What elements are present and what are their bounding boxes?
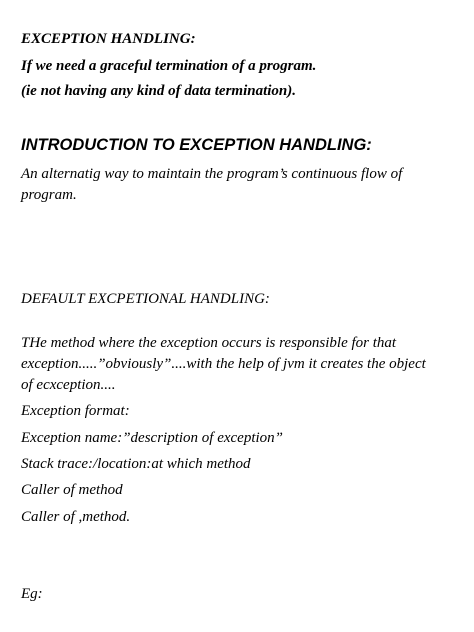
default-handling-para-line-2: exception.....”obviously”....with the help of jvm it creates the object xyxy=(21,356,426,372)
section-title-exception-handling: EXCEPTION HANDLING: xyxy=(21,31,196,47)
intro-text-line-1: An alternatig way to maintain the program’s continuous flow of xyxy=(21,166,403,182)
default-handling-para-line-3: of ecxception.... xyxy=(21,377,116,393)
exception-format-name: Exception name:”description of exception” xyxy=(21,430,284,446)
header-line-no-data-termination: (ie not having any kind of data termination). xyxy=(21,83,297,99)
intro-heading: INTRODUCTION TO EXCEPTION HANDLING: xyxy=(21,136,372,154)
header-line-graceful-termination: If we need a graceful termination of a program. xyxy=(21,58,317,74)
exception-format-caller-1: Caller of method xyxy=(21,482,123,498)
exception-format-caller-2: Caller of ,method. xyxy=(21,509,131,525)
default-handling-para-line-1: THe method where the exception occurs is responsible for that xyxy=(21,335,397,351)
example-label: Eg: xyxy=(21,586,43,602)
exception-format-stack-trace: Stack trace:/location:at which method xyxy=(21,456,251,472)
exception-format-label: Exception format: xyxy=(21,403,130,419)
intro-text-line-2: program. xyxy=(21,187,77,203)
default-handling-heading: DEFAULT EXCPETIONAL HANDLING: xyxy=(21,291,270,307)
